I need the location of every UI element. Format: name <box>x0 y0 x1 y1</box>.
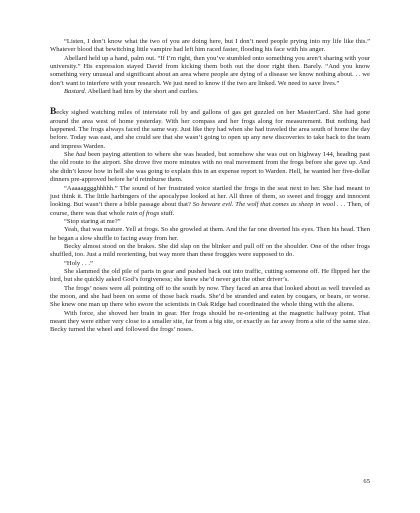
paragraph <box>50 218 370 226</box>
scene-two <box>50 109 370 334</box>
paragraph-text: Abellard had him by the short and curlies. <box>86 88 199 96</box>
paragraph-text: been paying attention to where she was headed, but somehow she was out on highway 144, heading past the old route to the airport. She drove five more minutes with no real movement from the frogs before she gave up. And she didn’t know how in hell she was going to explain this in an expense report to Warden. Hell, he wanted her five-dollar dinners pre-approved before he’d reimburse them. <box>50 151 370 184</box>
italic-text: Bastard. <box>64 88 87 96</box>
paragraph <box>50 310 370 335</box>
paragraph-text: The frogs’ noses were all pointing off to the south by now. They faced an area that looked about as well traveled as the moon, and she had been on some of those back roads. She’d be stranded and eaten by cougars, or bears, or worse. She knew one man up there who swore the scientists in Oak Ridge had coordinated the whole thing with the aliens. <box>50 284 370 309</box>
opening-paragraph-text: ecky sighed watching miles of interstate roll by and gallons of gas get guzzled on her MasterCard. She had gone around the area west of home yesterday. With her compass and her frogs along for measurement. But nothing had happened. The frogs always faced the same way. Just like they had when she had traveled the area south of home the day before. Today was east, and she could see that she wasn’t going to open up any new discoveries to take back to the team and impress Warden. <box>50 109 370 150</box>
paragraph <box>50 88 370 96</box>
paragraph-text: “Aaaaagggghhhhh.” The sound of her frustrated voice startled the frogs in the seat next to her. She had meant to just think it. The little harbingers of the apocalypse looked at her. All three of them, so sweet and froggy and innocent looking. But wasn’t there a bible passage about that? <box>50 184 370 209</box>
page-number: 65 <box>363 478 370 485</box>
paragraph <box>50 243 370 260</box>
paragraph <box>50 38 370 55</box>
paragraph <box>50 268 370 285</box>
paragraph <box>50 151 370 184</box>
paragraph-text: She <box>64 151 76 159</box>
paragraph-text: Becky almost stood on the brakes. She did slap on the blinker and pull off on the shoulder. One of the other frogs shuffled, too. Just a mild reorienting, but way more than these froggies were supposed to do. <box>50 242 370 259</box>
paragraph <box>50 226 370 243</box>
drop-cap: B <box>50 107 57 118</box>
paragraph-text: Abellard held up a hand, palm out. “If I’m right, then you’ve stumbled onto something you aren’t sharing with your university.” His expression stayed David from kicking them both out the door right then. Barely. “And you know something very unusual and significant about an area where people are dying of a disease we know nothing about. . . we don’t want to interfere with your research. We just need to know if the two are linked. We need to save lives.” <box>50 54 370 87</box>
paragraph-text: stuff. <box>159 209 175 217</box>
italic-text: rain of frogs <box>126 209 160 217</box>
italic-text: had <box>75 151 86 159</box>
paragraph-text: With force, she shoved her brain in gear. Her frogs should be re-orienting at the magnetic halfway point. That meant they were either very close to a smaller site, far from a big site, or exactly as far away from a site of the same size. Becky turned the wheel and followed the frogs’ noses. <box>50 309 370 334</box>
paragraph-text: Then, of course, there was that whole <box>50 201 370 217</box>
scene-one <box>50 38 370 96</box>
paragraph <box>50 185 370 218</box>
paragraph <box>50 285 370 310</box>
italic-text: So beware evil. The wolf that comes as sheep in wool . . . <box>192 201 346 209</box>
scene-break <box>50 96 370 109</box>
paragraph-text: “Listen, I don’t know what the two of you are doing here, but I don’t need people prying into my life like this.” Whatever blood that bewitching little vampire had left him raced faster, flooding his face with his anger. <box>50 38 370 54</box>
paragraph-text: “Holy . . .” <box>64 259 93 267</box>
paragraph <box>50 260 370 268</box>
opening-paragraph <box>50 109 370 151</box>
paragraph-text: She slammed the old pile of parts in gear and pushed back out into traffic, cutting someone off. He flipped her the bird, but she quickly asked God’s forgiveness; she knew she’d never get the other driver’s. <box>50 267 370 284</box>
paragraph-text: Yeah, that was mature. Yell at frogs. So she growled at them. And the far one diverted his eyes. Then his head. Then he began a slow shuffle to facing away from her. <box>50 226 370 242</box>
paragraph-text: “Stop staring at me?” <box>64 217 121 225</box>
paragraph <box>50 55 370 88</box>
